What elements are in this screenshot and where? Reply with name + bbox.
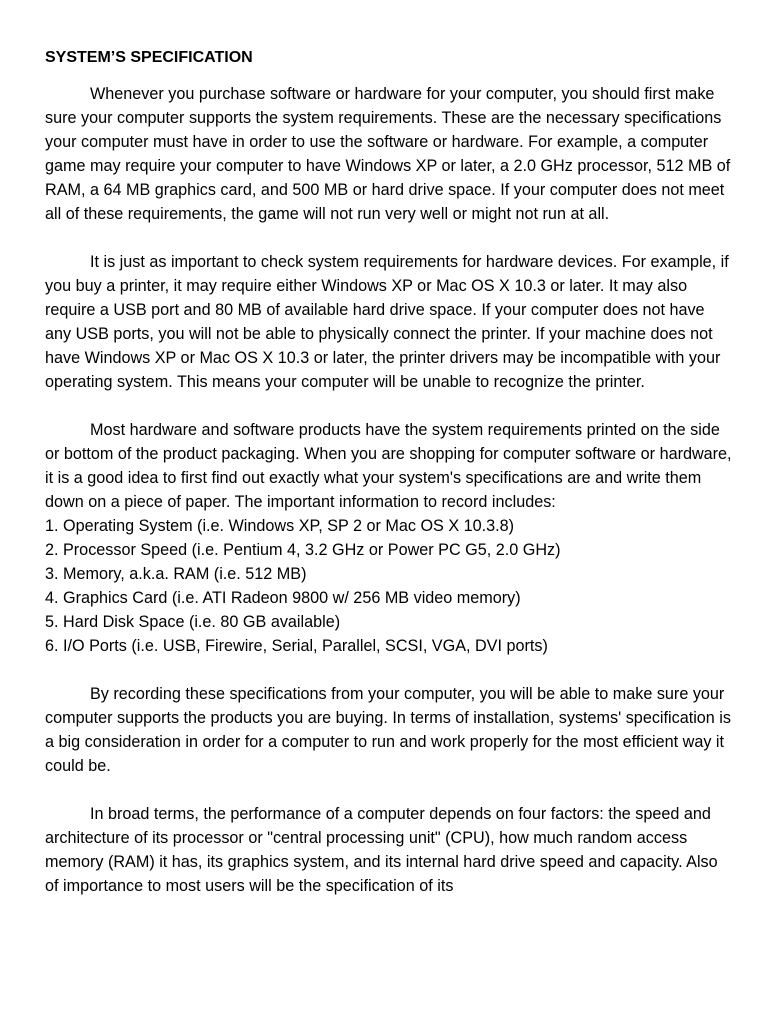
- list-item: 2. Processor Speed (i.e. Pentium 4, 3.2 GHz or Power PC G5, 2.0 GHz): [45, 541, 561, 559]
- paragraph-4: By recording these specifications from your computer, you will be able to make sure your computer supports the products you are buying. In terms of installation, systems' specification is a big consideration in order for a computer to run and work properly for the most efficient way it could be.: [45, 685, 731, 775]
- list-item: 6. I/O Ports (i.e. USB, Firewire, Serial, Parallel, SCSI, VGA, DVI ports): [45, 637, 548, 655]
- document-page: [45, 46, 735, 898]
- paragraph-3: Most hardware and software products have the system requirements printed on the side or bottom of the product packaging. When you are shopping for computer software or hardware, it is a good idea to first find out exactly what your system's specifications are and write them down on a piece of paper. The important information to record includes:: [45, 421, 732, 511]
- list-item: 5. Hard Disk Space (i.e. 80 GB available): [45, 613, 341, 631]
- paragraph-gap: [45, 658, 735, 682]
- paragraph-2: It is just as important to check system requirements for hardware devices. For example, if you buy a printer, it may require either Windows XP or Mac OS X 10.3 or later. It may also require a USB port and 80 MB of available hard drive space. If your computer does not have any USB ports, you will not be able to physically connect the printer. If your machine does not have Windows XP or Mac OS X 10.3 or later, the printer drivers may be incompatible with your operating system. This means your computer will be unable to recognize the printer.: [45, 253, 729, 391]
- paragraph-5: In broad terms, the performance of a computer depends on four factors: the speed and architecture of its processor or "central processing unit" (CPU), how much random access memory (RAM) it has, its graphics system, and its internal hard drive speed and capacity. Also of importance to most users will be the specification of its: [45, 805, 718, 895]
- list-item: 3. Memory, a.k.a. RAM (i.e. 512 MB): [45, 565, 307, 583]
- paragraph-gap: [45, 778, 735, 802]
- list-item: 1. Operating System (i.e. Windows XP, SP 2 or Mac OS X 10.3.8): [45, 517, 515, 535]
- paragraph-1: Whenever you purchase software or hardware for your computer, you should first make sure your computer supports the system requirements. These are the necessary specifications your computer must have in order to use the software or hardware. For example, a computer game may require your computer to have Windows XP or later, a 2.0 GHz processor, 512 MB of RAM, a 64 MB graphics card, and 500 MB or hard drive space. If your computer does not meet all of these requirements, the game will not run very well or might not run at all.: [45, 85, 731, 223]
- list-item: 4. Graphics Card (i.e. ATI Radeon 9800 w/ 256 MB video memory): [45, 589, 521, 607]
- requirements-list: [45, 514, 735, 658]
- document-title: SYSTEM’S SPECIFICATION: [45, 49, 253, 66]
- paragraph-gap: [45, 226, 735, 250]
- paragraph-gap: [45, 394, 735, 418]
